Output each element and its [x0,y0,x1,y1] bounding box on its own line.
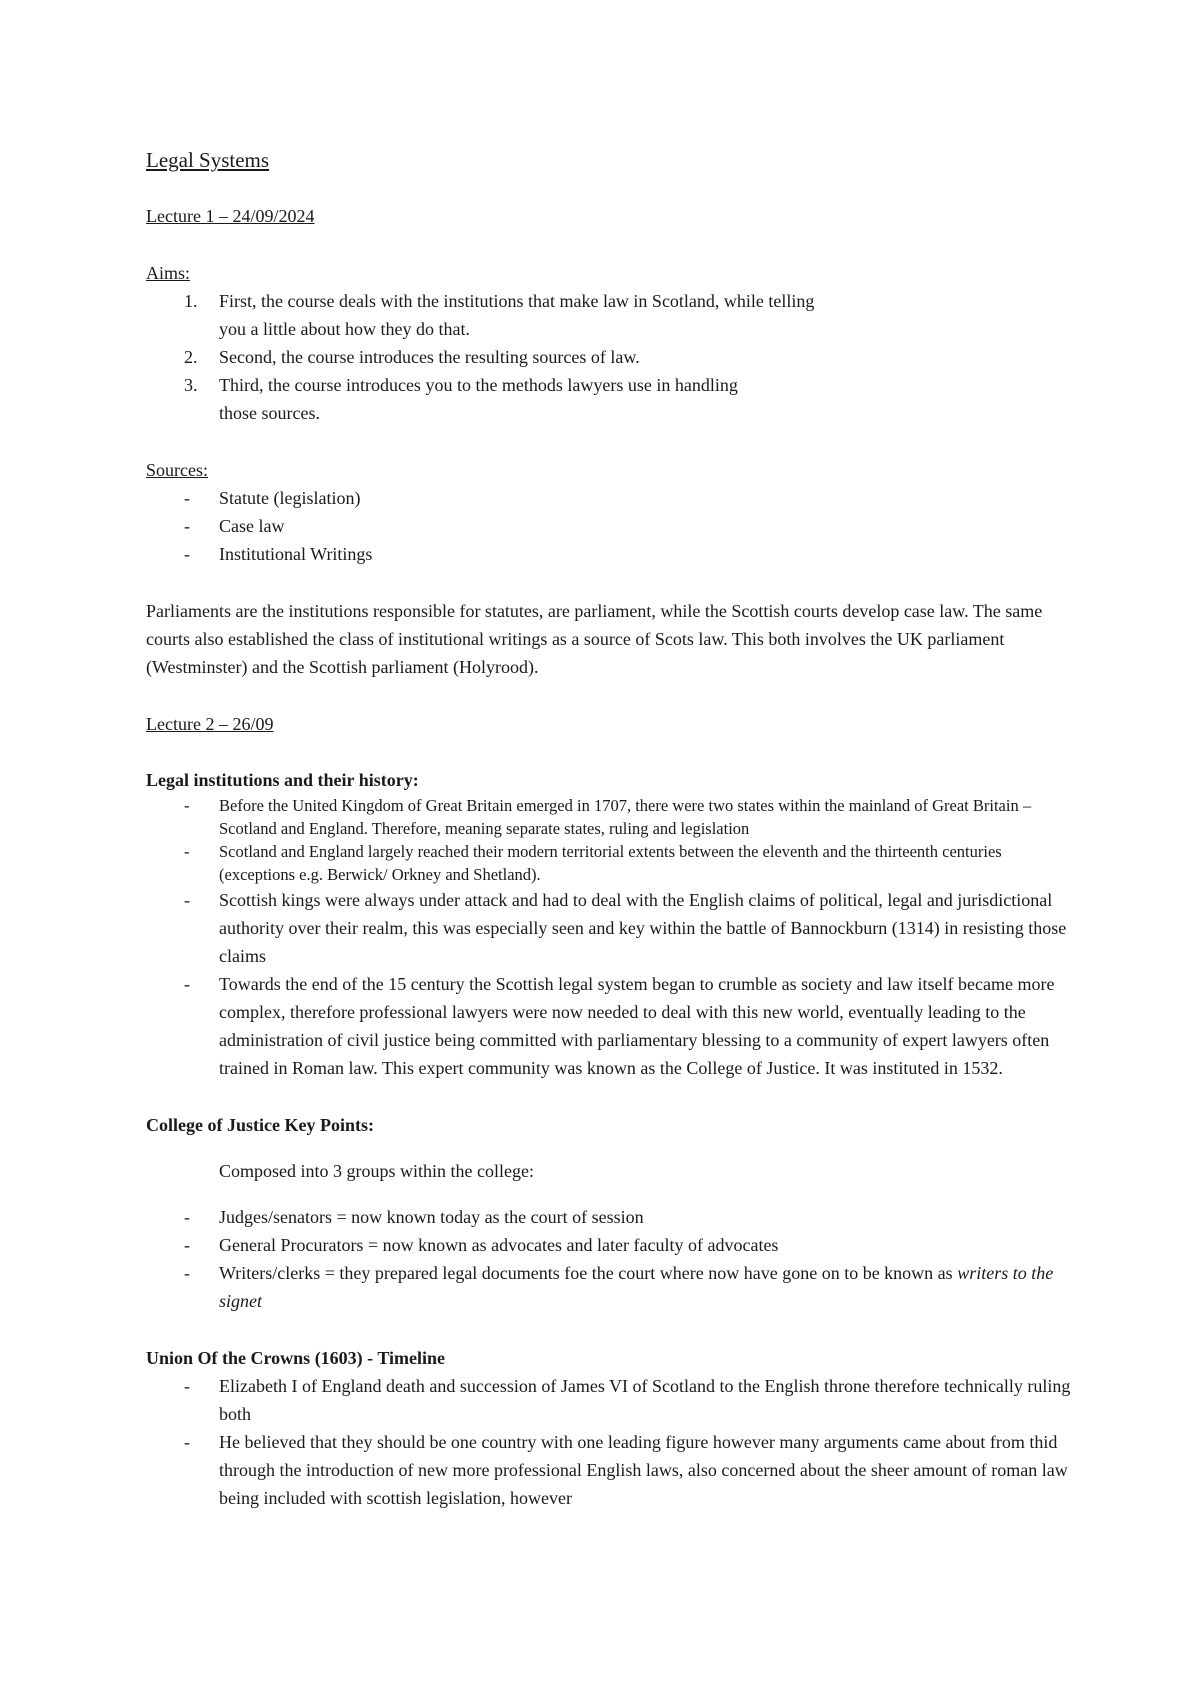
list-text: Scotland and England largely reached their modern territorial extents between the eleventh and the thirteenth centuries (exceptions e.g. Berwick/ Orkney and Shetland). [219,842,1002,884]
list-item [146,484,1076,512]
document-content [146,146,1076,1512]
list-text: Towards the end of the 15 century the Scottish legal system began to crumble as society and law itself became more complex, therefore professional lawyers were now needed to deal with this new world, eventually leading to the administration of civil justice being committed with parliamentary blessing to a community of expert lawyers often trained in Roman law. This expert community was known as the College of Justice. It was instituted in 1532. [219,974,1055,1078]
list-item [146,1372,1076,1428]
bullet-dash: - [184,1263,190,1283]
college-heading: College of Justice Key Points: [146,1115,374,1135]
bullet-dash: - [184,1376,190,1396]
aims-heading: Aims: [146,263,191,283]
list-text: Case law [219,516,285,536]
union-list [146,1372,1076,1512]
list-text: Institutional Writings [219,544,373,564]
list-text: Judges/senators = now known today as the court of session [219,1207,644,1227]
list-text: He believed that they should be one country with one leading figure however many arguments came about from thid through the introduction of new more professional English laws, also concerned about the sheer amount of roman law being included with scottish legislation, however [219,1432,1068,1508]
list-text [219,1259,1076,1315]
list-item [146,512,1076,540]
bullet-dash: - [184,516,190,536]
list-item [146,540,1076,568]
institutions-heading: Legal institutions and their history: [146,770,419,790]
list-text: General Procurators = now known as advocates and later faculty of advocates [219,1235,779,1255]
bullet-dash: - [184,974,190,994]
list-item [146,886,1076,970]
bullet-dash: - [184,1235,190,1255]
bullet-dash: - [184,1432,190,1452]
lecture-1-heading: Lecture 1 – 24/09/2024 [146,206,315,226]
list-text: Scottish kings were always under attack and had to deal with the English claims of political, legal and jurisdictional authority over their realm, this was especially seen and key within the battle of Bannockburn (1314) in resisting those claims [219,890,1067,966]
writers-to-the-signet: writers to the signet [219,1263,1054,1311]
institutions-list-small [146,794,1076,886]
list-item [146,840,1076,886]
lecture-2-heading: Lecture 2 – 26/09 [146,714,274,734]
list-item [146,1259,1076,1315]
bullet-dash: - [184,890,190,910]
union-heading: Union Of the Crowns (1603) - Timeline [146,1348,446,1368]
bullet-dash: - [184,1207,190,1227]
institutions-list [146,886,1076,1082]
list-text: First, the course deals with the institutions that make law in Scotland, while telling you a little about how they do that. [219,291,815,339]
document-title: Legal Systems [146,148,270,172]
list-item [146,970,1076,1082]
list-item [146,343,1076,371]
bullet-dash: - [184,796,190,815]
list-text: Third, the course introduces you to the methods lawyers use in handling those sources. [219,375,738,423]
list-item [146,794,1076,840]
list-number: 1. [184,291,198,311]
list-number: 3. [184,375,198,395]
list-text: Statute (legislation) [219,488,361,508]
list-text: Before the United Kingdom of Great Britain emerged in 1707, there were two states within the mainland of Great Britain – Scotland and England. Therefore, meaning separate states, ruling and legislation [219,796,1032,838]
list-item [146,1428,1076,1512]
sources-list [146,484,1076,568]
list-number: 2. [184,347,198,367]
bullet-dash: - [184,544,190,564]
list-item [146,371,1076,427]
list-item [146,1203,1076,1231]
bullet-dash: - [184,842,190,861]
list-item [146,287,1076,343]
college-intro: Composed into 3 groups within the college: [219,1161,534,1181]
list-text: Second, the course introduces the resulting sources of law. [219,347,640,367]
sources-heading: Sources: [146,460,208,480]
writers-text: Writers/clerks = they prepared legal documents foe the court where now have gone on to be known as [219,1263,958,1283]
aims-list [146,287,1076,427]
college-list [146,1203,1076,1315]
list-item [146,1231,1076,1259]
bullet-dash: - [184,488,190,508]
parliaments-paragraph: Parliaments are the institutions responsible for statutes, are parliament, while the Scottish courts develop case law. The same courts also established the class of institutional writings as a source of Scots law. This both involves the UK parliament (Westminster) and the Scottish parliament (Holyrood). [146,601,1043,677]
list-text: Elizabeth I of England death and succession of James VI of Scotland to the English throne therefore technically ruling both [219,1376,1071,1424]
